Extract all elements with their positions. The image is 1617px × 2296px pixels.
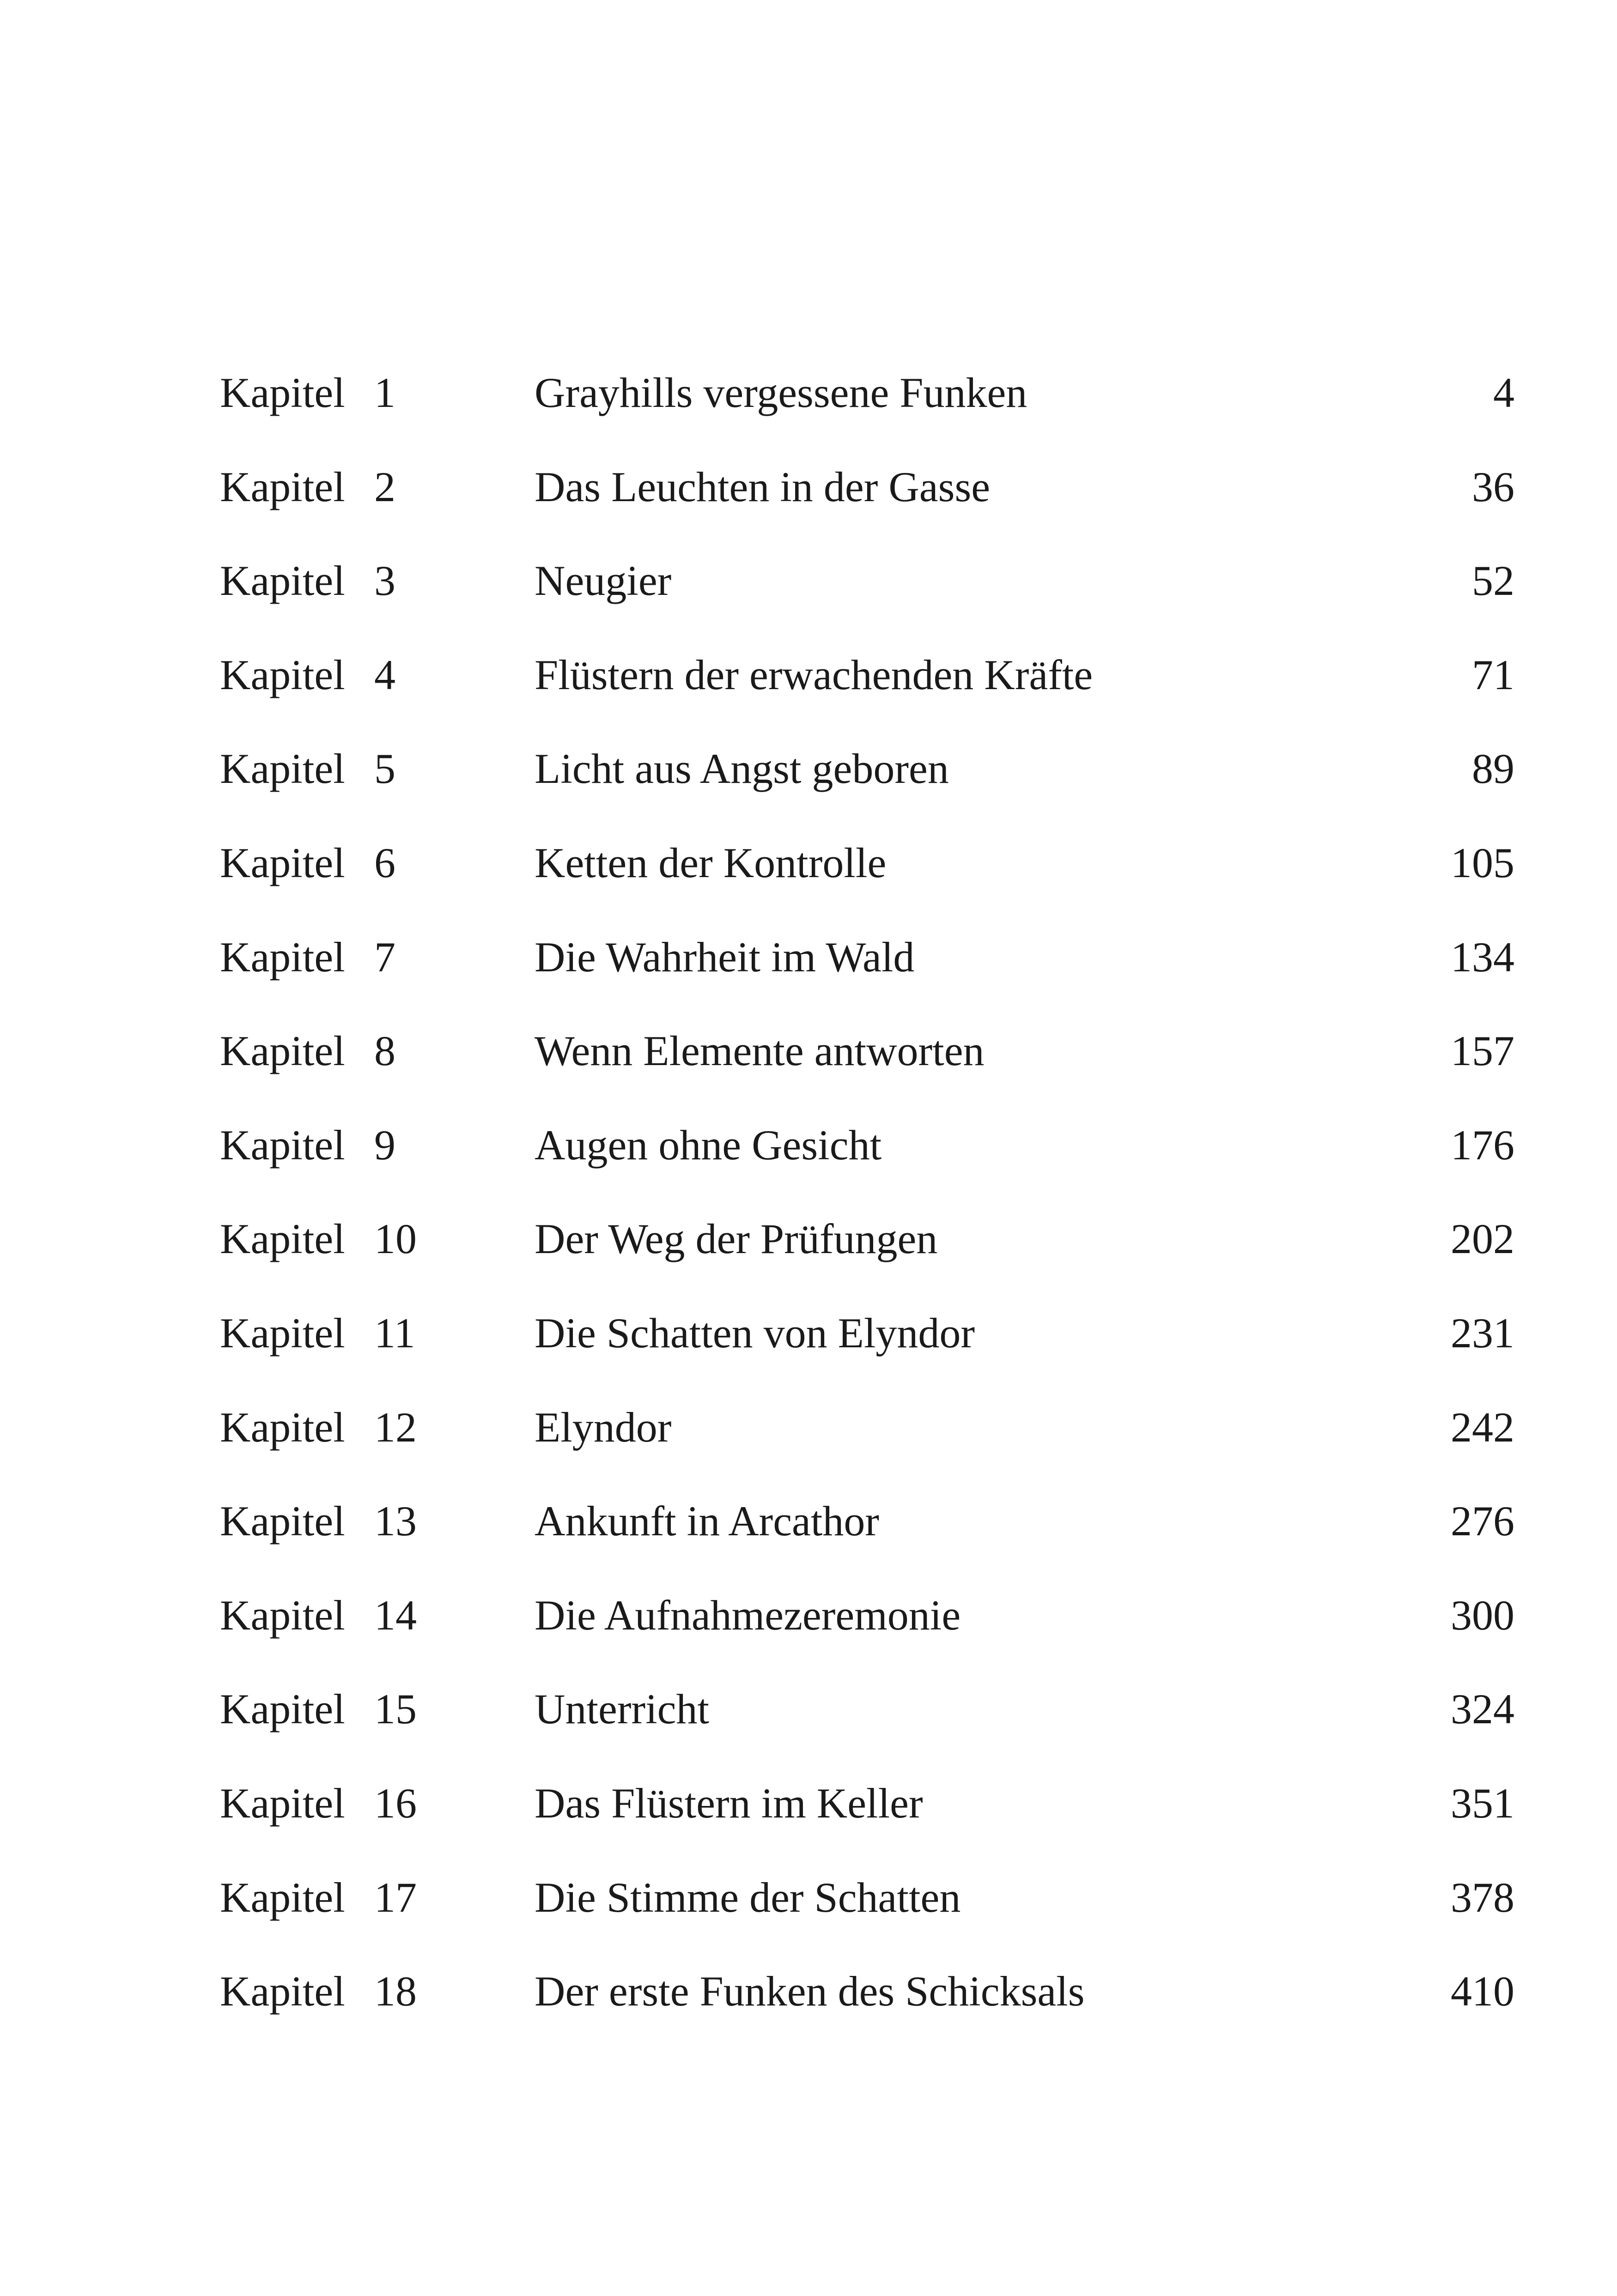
toc-entry: [0, 817, 1617, 909]
chapter-label: Kapitel: [220, 651, 345, 698]
chapter-label: Kapitel: [220, 1780, 345, 1827]
chapter-number: 12: [374, 1403, 417, 1451]
toc-entry: [0, 1193, 1617, 1285]
chapter-title: Licht aus Angst geboren: [535, 745, 949, 793]
chapter-page-number: 231: [1451, 1309, 1514, 1357]
chapter-title: Unterricht: [535, 1685, 710, 1733]
chapter-page-number: 4: [1493, 369, 1514, 416]
chapter-label: Kapitel: [220, 1403, 345, 1451]
toc-entry: [0, 1005, 1617, 1097]
chapter-title: Augen ohne Gesicht: [535, 1121, 882, 1169]
chapter-number: 13: [374, 1497, 417, 1545]
chapter-number: 15: [374, 1685, 417, 1733]
toc-entry: [0, 1099, 1617, 1191]
chapter-page-number: 157: [1451, 1027, 1514, 1075]
chapter-number: 16: [374, 1780, 417, 1827]
chapter-label: Kapitel: [220, 1309, 345, 1357]
chapter-label: Kapitel: [220, 1497, 345, 1545]
chapter-title: Der erste Funken des Schicksals: [535, 1968, 1085, 2015]
toc-entry: [0, 1569, 1617, 1661]
chapter-number: 5: [374, 745, 395, 793]
toc-entry: [0, 1851, 1617, 1944]
chapter-number: 3: [374, 557, 395, 605]
chapter-number: 7: [374, 933, 395, 981]
chapter-label: Kapitel: [220, 463, 345, 510]
chapter-number: 9: [374, 1121, 395, 1169]
chapter-label: Kapitel: [220, 1121, 345, 1169]
chapter-page-number: 89: [1472, 745, 1514, 793]
chapter-label: Kapitel: [220, 1591, 345, 1639]
toc-entry: [0, 1757, 1617, 1849]
chapter-page-number: 410: [1451, 1968, 1514, 2015]
chapter-label: Kapitel: [220, 1873, 345, 1921]
chapter-title: Der Weg der Prüfungen: [535, 1215, 938, 1263]
chapter-number: 1: [374, 369, 395, 416]
chapter-label: Kapitel: [220, 745, 345, 793]
chapter-label: Kapitel: [220, 369, 345, 416]
chapter-page-number: 52: [1472, 557, 1514, 605]
chapter-number: 11: [374, 1309, 415, 1357]
toc-entry: [0, 1945, 1617, 2037]
chapter-number: 17: [374, 1873, 417, 1921]
chapter-page-number: 351: [1451, 1780, 1514, 1827]
chapter-page-number: 176: [1451, 1121, 1514, 1169]
chapter-page-number: 276: [1451, 1497, 1514, 1545]
chapter-label: Kapitel: [220, 1968, 345, 2015]
chapter-page-number: 324: [1451, 1685, 1514, 1733]
chapter-number: 8: [374, 1027, 395, 1075]
chapter-label: Kapitel: [220, 933, 345, 981]
chapter-number: 18: [374, 1968, 417, 2015]
chapter-title: Die Wahrheit im Wald: [535, 933, 915, 981]
chapter-title: Ankunft in Arcathor: [535, 1497, 880, 1545]
chapter-label: Kapitel: [220, 1215, 345, 1263]
chapter-page-number: 202: [1451, 1215, 1514, 1263]
chapter-label: Kapitel: [220, 1027, 345, 1075]
chapter-number: 6: [374, 839, 395, 886]
chapter-title: Flüstern der erwachenden Kräfte: [535, 651, 1093, 698]
toc-entry: [0, 441, 1617, 533]
chapter-page-number: 105: [1451, 839, 1514, 886]
chapter-title: Wenn Elemente antworten: [535, 1027, 985, 1075]
toc-entry: [0, 1663, 1617, 1755]
chapter-number: 14: [374, 1591, 417, 1639]
chapter-page-number: 134: [1451, 933, 1514, 981]
chapter-title: Grayhills vergessene Funken: [535, 369, 1027, 416]
chapter-label: Kapitel: [220, 557, 345, 605]
chapter-title: Die Stimme der Schatten: [535, 1873, 961, 1921]
chapter-page-number: 242: [1451, 1403, 1514, 1451]
toc-entry: [0, 346, 1617, 439]
chapter-number: 4: [374, 651, 395, 698]
chapter-title: Das Flüstern im Keller: [535, 1780, 923, 1827]
toc-entry: [0, 911, 1617, 1003]
chapter-title: Elyndor: [535, 1403, 672, 1451]
chapter-number: 2: [374, 463, 395, 510]
chapter-title: Neugier: [535, 557, 672, 605]
chapter-title: Die Aufnahmezeremonie: [535, 1591, 961, 1639]
chapter-label: Kapitel: [220, 1685, 345, 1733]
chapter-page-number: 71: [1472, 651, 1514, 698]
toc-entry: [0, 1381, 1617, 1473]
chapter-label: Kapitel: [220, 839, 345, 886]
toc-entry: [0, 629, 1617, 721]
chapter-title: Die Schatten von Elyndor: [535, 1309, 975, 1357]
chapter-page-number: 36: [1472, 463, 1514, 510]
toc-entry: [0, 1287, 1617, 1379]
chapter-title: Ketten der Kontrolle: [535, 839, 887, 886]
chapter-number: 10: [374, 1215, 417, 1263]
chapter-title: Das Leuchten in der Gasse: [535, 463, 991, 510]
toc-entry: [0, 534, 1617, 627]
toc-entry: [0, 1475, 1617, 1567]
chapter-page-number: 378: [1451, 1873, 1514, 1921]
chapter-page-number: 300: [1451, 1591, 1514, 1639]
toc-entry: [0, 722, 1617, 815]
